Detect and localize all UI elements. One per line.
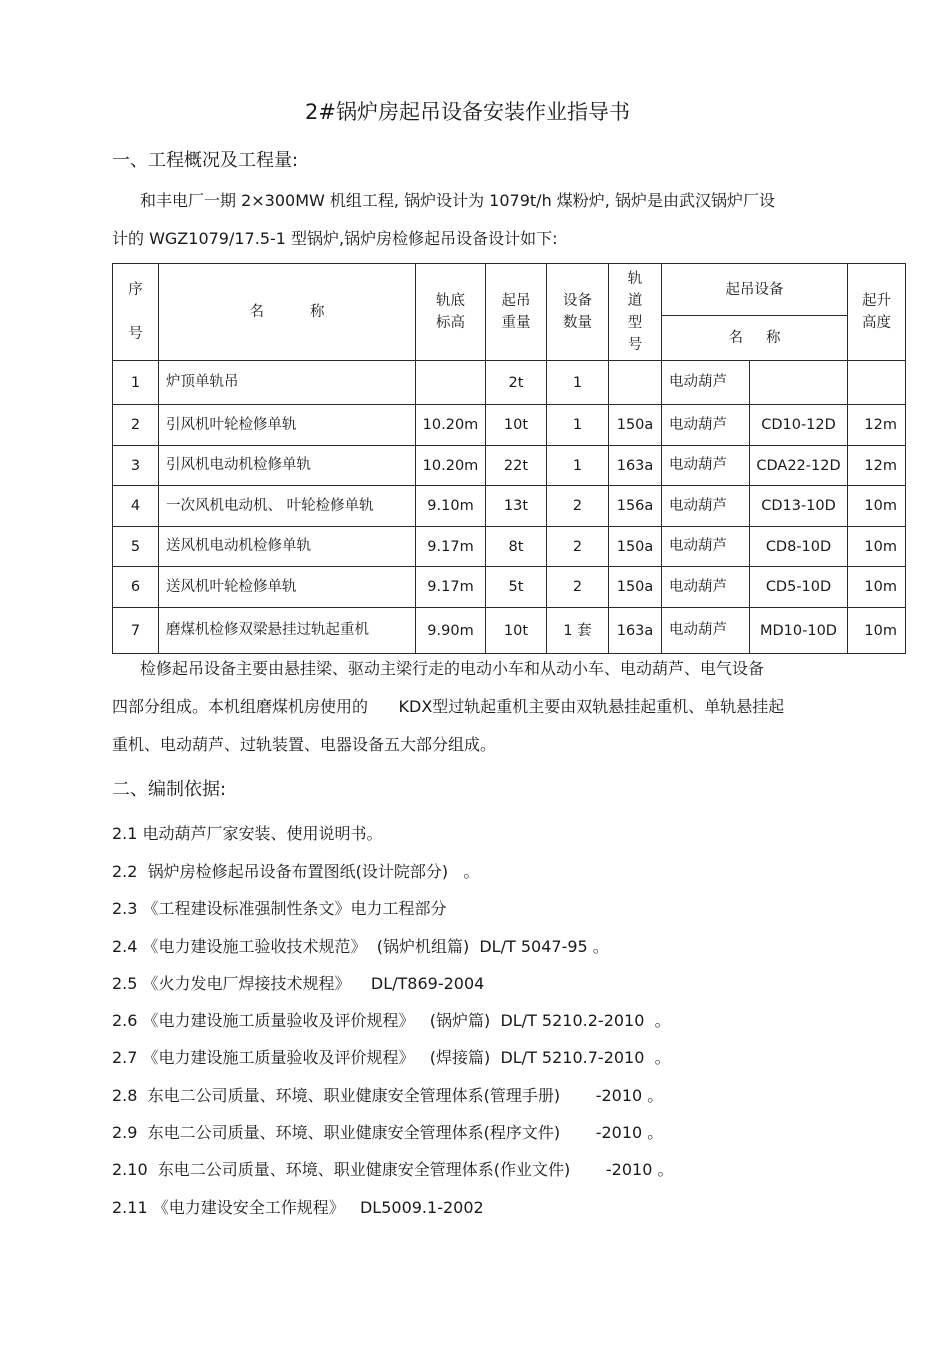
- cell-model: CD10-12D: [750, 405, 848, 446]
- cell-weight: 8t: [486, 527, 547, 567]
- table-row: [113, 608, 906, 654]
- header-rail-elevation: 轨底 标高: [416, 264, 486, 361]
- hoist-equipment-table: [112, 263, 906, 654]
- cell-rail: 163a: [609, 608, 662, 654]
- cell-elevation: 9.17m: [416, 567, 486, 608]
- cell-name: 一次风机电动机、 叶轮检修单轨: [159, 486, 416, 527]
- reference-item: 2.10 东电二公司质量、环境、职业健康安全管理体系(作业文件) -2010 。: [112, 1160, 674, 1179]
- cell-weight: 10t: [486, 405, 547, 446]
- cell-name: 送风机叶轮检修单轨: [159, 567, 416, 608]
- cell-rail: 150a: [609, 567, 662, 608]
- cell-seq: 5: [113, 527, 159, 567]
- cell-rail: 156a: [609, 486, 662, 527]
- cell-equipment: 电动葫芦: [662, 527, 750, 567]
- cell-name: 送风机电动机检修单轨: [159, 527, 416, 567]
- table-row: [113, 527, 906, 567]
- cell-quantity: 1 套: [547, 608, 609, 654]
- cell-elevation: 10.20m: [416, 405, 486, 446]
- cell-height: 10m: [848, 486, 906, 527]
- header-quantity: 设备 数量: [547, 264, 609, 361]
- description-line-3: 重机、电动葫芦、过轨装置、电器设备五大部分组成。: [112, 735, 497, 754]
- cell-seq: 3: [113, 446, 159, 486]
- reference-item: 2.9 东电二公司质量、环境、职业健康安全管理体系(程序文件) -2010 。: [112, 1123, 664, 1142]
- cell-model: CD5-10D: [750, 567, 848, 608]
- reference-item: 2.8 东电二公司质量、环境、职业健康安全管理体系(管理手册) -2010 。: [112, 1086, 664, 1105]
- cell-height: 10m: [848, 527, 906, 567]
- reference-item: 2.7 《电力建设施工质量验收及评价规程》 (焊接篇) DL/T 5210.7-2010 。: [112, 1048, 671, 1067]
- document-title: 2#锅炉房起吊设备安装作业指导书: [305, 100, 630, 124]
- cell-model: CDA22-12D: [750, 446, 848, 486]
- cell-rail: [609, 361, 662, 405]
- cell-elevation: [416, 361, 486, 405]
- reference-item: 2.5 《火力发电厂焊接技术规程》 DL/T869-2004: [112, 974, 485, 993]
- reference-item: 2.6 《电力建设施工质量验收及评价规程》 (锅炉篇) DL/T 5210.2-2010 。: [112, 1011, 671, 1030]
- cell-rail: 163a: [609, 446, 662, 486]
- cell-quantity: 1: [547, 405, 609, 446]
- header-equipment: 起吊设备: [662, 264, 848, 316]
- cell-height: 12m: [848, 405, 906, 446]
- cell-height: 10m: [848, 608, 906, 654]
- header-rail-type: 轨 道 型 号: [609, 264, 662, 361]
- cell-quantity: 2: [547, 567, 609, 608]
- cell-elevation: 10.20m: [416, 446, 486, 486]
- description-line-1: 检修起吊设备主要由悬挂梁、驱动主梁行走的电动小车和从动小车、电动葫芦、电气设备: [140, 659, 765, 678]
- cell-weight: 2t: [486, 361, 547, 405]
- cell-weight: 10t: [486, 608, 547, 654]
- table-row: [113, 446, 906, 486]
- cell-model: CD13-10D: [750, 486, 848, 527]
- table-row: [113, 361, 906, 405]
- cell-seq: 1: [113, 361, 159, 405]
- cell-name: 引风机叶轮检修单轨: [159, 405, 416, 446]
- cell-weight: 13t: [486, 486, 547, 527]
- header-lift-height: 起升 高度: [848, 264, 906, 361]
- header-lift-weight: 起吊 重量: [486, 264, 547, 361]
- cell-seq: 2: [113, 405, 159, 446]
- description-line-2: 四部分组成。本机组磨煤机房使用的 KDX型过轨起重机主要由双轨悬挂起重机、单轨悬挂起: [112, 697, 785, 716]
- cell-equipment: 电动葫芦: [662, 486, 750, 527]
- cell-model: CD8-10D: [750, 527, 848, 567]
- reference-item: 2.3 《工程建设标准强制性条文》电力工程部分: [112, 899, 447, 918]
- cell-seq: 4: [113, 486, 159, 527]
- cell-elevation: 9.10m: [416, 486, 486, 527]
- cell-weight: 5t: [486, 567, 547, 608]
- cell-equipment: 电动葫芦: [662, 608, 750, 654]
- header-equipment-name: 名 称: [662, 316, 848, 361]
- reference-item: 2.1 电动葫芦厂家安装、使用说明书。: [112, 824, 383, 843]
- reference-item: 2.11 《电力建设安全工作规程》 DL5009.1-2002: [112, 1198, 484, 1217]
- cell-elevation: 9.17m: [416, 527, 486, 567]
- cell-seq: 6: [113, 567, 159, 608]
- cell-model: MD10-10D: [750, 608, 848, 654]
- reference-item: 2.2 锅炉房检修起吊设备布置图纸(设计院部分) 。: [112, 862, 480, 881]
- cell-height: 12m: [848, 446, 906, 486]
- section-1-heading: 一、工程概况及工程量:: [112, 150, 299, 171]
- cell-rail: 150a: [609, 527, 662, 567]
- cell-quantity: 2: [547, 486, 609, 527]
- cell-elevation: 9.90m: [416, 608, 486, 654]
- cell-equipment: 电动葫芦: [662, 446, 750, 486]
- cell-model: [750, 361, 848, 405]
- cell-name: 磨煤机检修双梁悬挂过轨起重机: [159, 608, 416, 654]
- cell-equipment: 电动葫芦: [662, 405, 750, 446]
- section-2-heading: 二、编制依据:: [112, 779, 227, 800]
- table-row: [113, 486, 906, 527]
- reference-item: 2.4 《电力建设施工验收技术规范》 (锅炉机组篇) DL/T 5047-95 。: [112, 937, 609, 956]
- header-name: 名 称: [159, 264, 416, 361]
- intro-line-2: 计的 WGZ1079/17.5-1 型锅炉,锅炉房检修起吊设备设计如下:: [112, 229, 558, 248]
- cell-weight: 22t: [486, 446, 547, 486]
- cell-quantity: 2: [547, 527, 609, 567]
- table-row: [113, 405, 906, 446]
- cell-seq: 7: [113, 608, 159, 654]
- cell-name: 引风机电动机检修单轨: [159, 446, 416, 486]
- cell-quantity: 1: [547, 446, 609, 486]
- cell-height: 10m: [848, 567, 906, 608]
- intro-line-1: 和丰电厂一期 2×300MW 机组工程, 锅炉设计为 1079t/h 煤粉炉, 锅炉是由武汉锅炉厂设: [140, 191, 775, 210]
- cell-height: [848, 361, 906, 405]
- cell-name: 炉顶单轨吊: [159, 361, 416, 405]
- cell-quantity: 1: [547, 361, 609, 405]
- cell-rail: 150a: [609, 405, 662, 446]
- table-row: [113, 567, 906, 608]
- cell-equipment: 电动葫芦: [662, 361, 750, 405]
- cell-equipment: 电动葫芦: [662, 567, 750, 608]
- header-seq: 序 号: [113, 264, 159, 361]
